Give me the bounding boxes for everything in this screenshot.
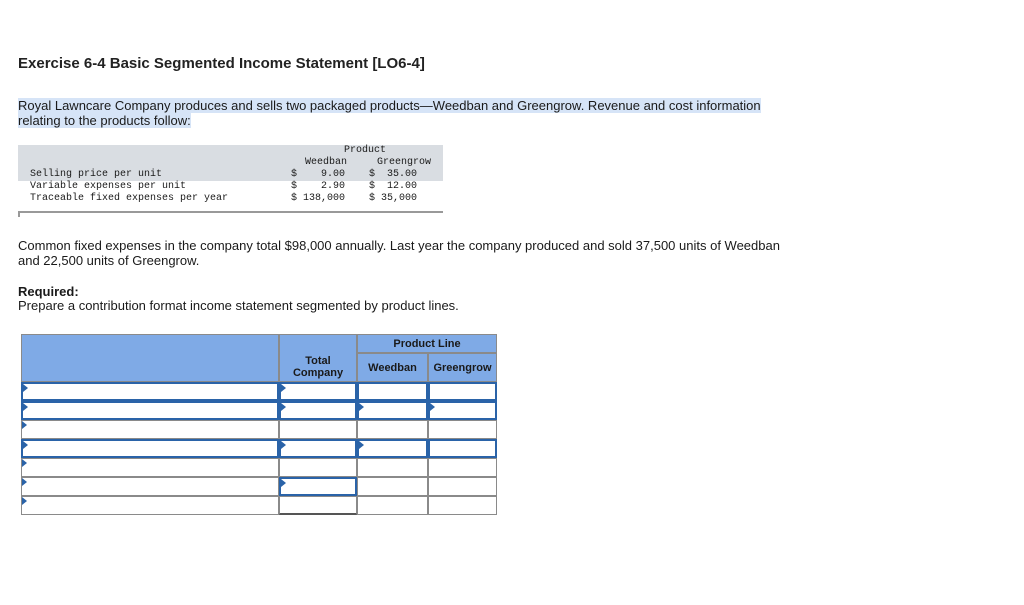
- weedban-amount-input[interactable]: [357, 439, 428, 458]
- line-item-input[interactable]: [21, 401, 279, 420]
- weedban-amount-input[interactable]: [357, 420, 428, 439]
- dropdown-arrow-icon[interactable]: [359, 403, 364, 411]
- common-fixed-paragraph: [18, 238, 798, 268]
- line-item-input[interactable]: [21, 382, 279, 401]
- dropdown-arrow-icon[interactable]: [23, 384, 28, 392]
- greengrow-value: $ 35.00: [365, 169, 443, 181]
- dropdown-arrow-icon[interactable]: [281, 384, 286, 392]
- dropdown-arrow-icon[interactable]: [430, 403, 435, 411]
- common-line-1: Common fixed expenses in the company total $98,000 annually. Last year the company produced and sold 37,500 units of Weedban: [18, 238, 780, 253]
- weedban-amount-input[interactable]: [357, 477, 428, 496]
- line-item-input[interactable]: [21, 439, 279, 458]
- weedban-amount-input[interactable]: [357, 496, 428, 515]
- dropdown-arrow-icon[interactable]: [22, 497, 27, 505]
- total-amount-input[interactable]: [279, 420, 357, 439]
- table-divider-tick: [18, 211, 20, 217]
- blank-cell: [18, 145, 287, 157]
- label-column-header: [21, 334, 279, 382]
- blank-cell: [18, 157, 287, 169]
- line-item-input[interactable]: [21, 496, 279, 515]
- required-heading: Required:: [18, 284, 79, 299]
- dropdown-arrow-icon[interactable]: [23, 441, 28, 449]
- total-amount-input[interactable]: [279, 458, 357, 477]
- dropdown-arrow-icon[interactable]: [23, 403, 28, 411]
- weedban-header: Weedban: [357, 353, 428, 382]
- total-amount-input[interactable]: [279, 439, 357, 458]
- product-group-header: Product: [287, 145, 443, 157]
- total-amount-input[interactable]: [279, 401, 357, 420]
- total-amount-input[interactable]: [279, 496, 357, 515]
- col-header-greengrow: Greengrow: [365, 157, 443, 169]
- greengrow-amount-input[interactable]: [428, 401, 497, 420]
- greengrow-amount-input[interactable]: [428, 439, 497, 458]
- dropdown-arrow-icon[interactable]: [281, 441, 286, 449]
- weedban-value: $ 9.00: [287, 169, 365, 181]
- income-statement-grid: [21, 334, 497, 515]
- dropdown-arrow-icon[interactable]: [22, 459, 27, 467]
- common-line-2: and 22,500 units of Greengrow.: [18, 253, 200, 268]
- greengrow-header: Greengrow: [428, 353, 497, 382]
- greengrow-value: $ 35,000: [369, 193, 418, 204]
- product-line-header: Product Line: [357, 334, 497, 353]
- table-divider: [18, 211, 443, 213]
- greengrow-amount-input[interactable]: [428, 477, 497, 496]
- greengrow-amount-input[interactable]: [428, 496, 497, 515]
- col-header-weedban: Weedban: [287, 157, 365, 169]
- product-data-table: [18, 145, 443, 205]
- dropdown-arrow-icon[interactable]: [281, 403, 286, 411]
- intro-line-1: Royal Lawncare Company produces and sells two packaged products—Weedban and Greengrow. Revenue and cost information: [18, 98, 761, 113]
- total-company-header: Total Company: [279, 334, 357, 382]
- weedban-amount-input[interactable]: [357, 382, 428, 401]
- row-label: Selling price per unit: [18, 169, 287, 181]
- greengrow-amount-input[interactable]: [428, 458, 497, 477]
- required-text: Prepare a contribution format income statement segmented by product lines.: [18, 298, 459, 313]
- weedban-amount-input[interactable]: [357, 401, 428, 420]
- weedban-amount-input[interactable]: [357, 458, 428, 477]
- total-amount-input[interactable]: [279, 477, 357, 496]
- weedban-value: $ 2.90: [291, 181, 346, 192]
- total-amount-input[interactable]: [279, 382, 357, 401]
- greengrow-amount-input[interactable]: [428, 420, 497, 439]
- intro-paragraph: [18, 98, 778, 128]
- row-label: Traceable fixed expenses per year: [30, 193, 229, 204]
- weedban-value: $ 138,000: [291, 193, 346, 204]
- dropdown-arrow-icon[interactable]: [22, 421, 27, 429]
- row-label: Variable expenses per unit: [30, 181, 187, 192]
- dropdown-arrow-icon[interactable]: [359, 441, 364, 449]
- dropdown-arrow-icon[interactable]: [281, 479, 286, 487]
- greengrow-amount-input[interactable]: [428, 382, 497, 401]
- line-item-input[interactable]: [21, 458, 279, 477]
- line-item-input[interactable]: [21, 477, 279, 496]
- intro-line-2: relating to the products follow:: [18, 113, 191, 128]
- page-title: Exercise 6-4 Basic Segmented Income Statement [LO6-4]: [18, 55, 425, 72]
- line-item-input[interactable]: [21, 420, 279, 439]
- greengrow-value: $ 12.00: [369, 181, 418, 192]
- dropdown-arrow-icon[interactable]: [22, 478, 27, 486]
